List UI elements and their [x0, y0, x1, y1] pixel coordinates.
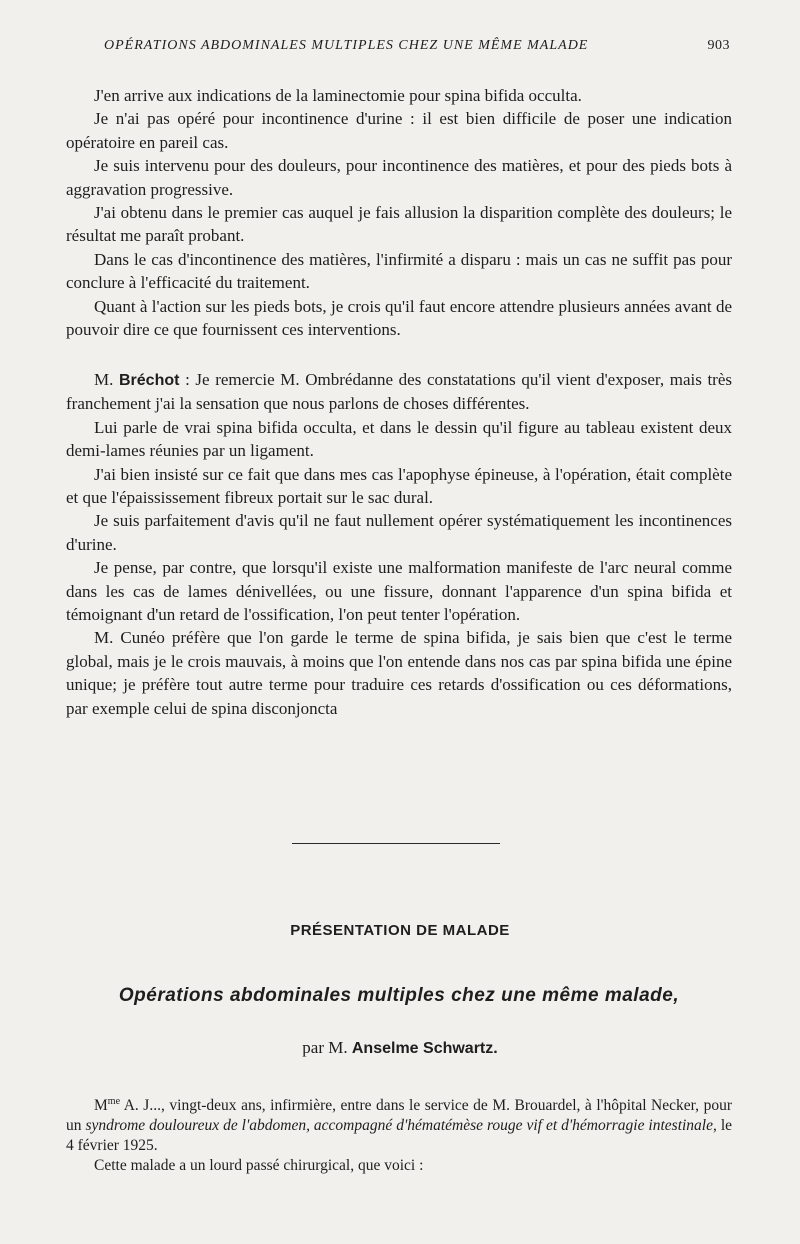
article-title: Opérations abdominales multiples chez une même malade,	[118, 985, 680, 1006]
paragraph-text: A. J..., vingt-deux ans, infirmière, entre dans le service de M. Brouardel, à l'hôpital Necker, pour un	[66, 1097, 732, 1134]
paragraph: M. Cunéo préfère que l'on garde le terme de spina bifida, je sais bien que c'est le terme global, mais je le crois mauvais, à moins que l'on entende dans nos cas par spina bifida une épine unique; je préfère tout autre terme pour traduire ces retards d'ossification ou ces déformations, par exemple celui de spina disconjoncta	[66, 628, 732, 718]
speaker-name: Bréchot	[119, 372, 180, 389]
speaker-prefix: M.	[94, 370, 119, 389]
paragraph: J'en arrive aux indications de la laminectomie pour spina bifida occulta.	[94, 86, 582, 105]
case-report	[66, 1096, 732, 1176]
paragraph: Cette malade a un lourd passé chirurgical, que voici :	[94, 1157, 424, 1174]
page-number: 903	[707, 38, 730, 53]
paragraph: J'ai bien insisté sur ce fait que dans mes cas l'apophyse épineuse, à l'opération, était complète et que l'épaississement fibreux portait sur le sac dural.	[66, 464, 732, 508]
paragraph	[66, 368, 732, 416]
author-name: Anselme Schwartz.	[351, 1040, 498, 1057]
brechot-reply	[66, 368, 732, 720]
paragraph: Quant à l'action sur les pieds bots, je crois qu'il faut encore attendre plusieurs années avant de pouvoir dire ce que fournissent ces interventions.	[66, 296, 732, 340]
paragraph: Dans le cas d'incontinence des matières, l'infirmité a disparu : mais un cas ne suffit pas pour conclure à l'efficacité du traitement.	[66, 249, 732, 293]
paragraph	[66, 1096, 732, 1156]
title-abbrev: M	[94, 1097, 108, 1114]
running-title: OPÉRATIONS ABDOMINALES MULTIPLES CHEZ UNE MÊME MALADE	[104, 38, 589, 53]
running-head	[104, 38, 730, 54]
byline	[0, 1038, 800, 1058]
paragraph: Je suis parfaitement d'avis qu'il ne faut nullement opérer systématiquement les incontinences d'urine.	[66, 511, 732, 554]
diagnosis-text: syndrome douloureux de l'abdomen, accompagné d'hématémèse rouge vif et d'hémorragie intestinale	[85, 1117, 713, 1134]
section-heading: PRÉSENTATION DE MALADE	[290, 922, 510, 939]
paragraph: Je pense, par contre, que lorsqu'il existe une malformation manifeste de l'arc neural comme dans les cas de lames dénivellées, ou une fissure, donnant l'apparence d'un spina bifida et témoignant d'un retard de l'ossification, l'on peut tenter l'opération.	[66, 558, 732, 625]
paragraph-text: , le 4 février 1925.	[66, 1117, 733, 1154]
section-divider	[292, 843, 500, 844]
paragraph: Je n'ai pas opéré pour incontinence d'urine : il est bien difficile de poser une indication opératoire en pareil cas.	[66, 109, 732, 152]
byline-prefix: par M.	[302, 1038, 352, 1057]
paragraph: Lui parle de vrai spina bifida occulta, et dans le dessin qu'il figure au tableau existent deux demi-lames réunies par un ligament.	[66, 417, 732, 461]
title-abbrev-sup: me	[107, 1095, 121, 1107]
paragraph: J'ai obtenu dans le premier cas auquel je fais allusion la disparition complète des douleurs; le résultat me paraît probant.	[66, 203, 732, 246]
paragraph: Je suis intervenu pour des douleurs, pour incontinence des matières, et pour des pieds bots à aggravation progressive.	[66, 156, 732, 199]
ombredanne-remarks	[66, 84, 732, 341]
paragraph-text: : Je remercie M. Ombrédanne des constatations qu'il vient d'exposer, mais très franchement j'ai la sensation que nous parlons de choses différentes.	[66, 370, 732, 414]
